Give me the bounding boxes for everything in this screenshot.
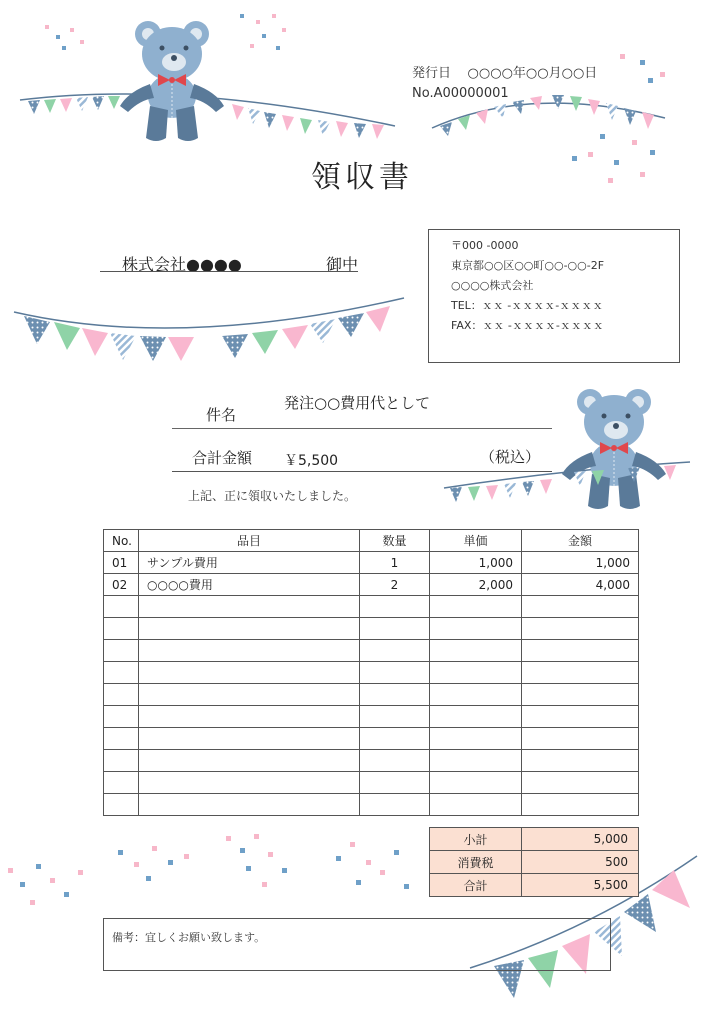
remarks-text: 宜しくお願い致します。 (145, 931, 266, 944)
subtotal-label: 小計 (430, 828, 522, 851)
row-item: サンプル費用 (139, 552, 360, 574)
issuer-fax: FAX：ｘｘ -ｘｘｘｘ-ｘｘｘｘ (451, 319, 604, 332)
table-row-empty (104, 772, 639, 794)
table-row-empty (104, 794, 639, 816)
issue-date-label: 発行日 (412, 66, 452, 81)
table-row-empty (104, 750, 639, 772)
bunting-icon (574, 465, 676, 486)
teddy-bear-icon (562, 389, 666, 509)
remarks-box (103, 918, 611, 971)
subject-value: 発注○○費用代として (284, 394, 431, 412)
header-no: No. (104, 530, 139, 552)
document-number: No.A00000001 (412, 86, 509, 101)
remarks-label: 備考： (112, 931, 145, 944)
bunting-icon (432, 95, 665, 136)
subtotal-row (430, 828, 639, 851)
table-row (104, 574, 639, 596)
items-table (103, 529, 639, 816)
row-qty: 1 (360, 552, 430, 574)
tax-label: 消費税 (430, 851, 522, 874)
total-amount-value: ￥5,500 (284, 453, 339, 469)
table-row-empty (104, 640, 639, 662)
confetti-icon (8, 834, 409, 905)
issuer-address: 東京都○○区○○町○○-○○-2F (451, 259, 605, 272)
table-row-empty (104, 684, 639, 706)
row-no: 01 (104, 552, 139, 574)
row-no: 02 (104, 574, 139, 596)
table-row (104, 552, 639, 574)
recipient-underline (100, 271, 358, 272)
table-header-row (104, 530, 639, 552)
table-row-empty (104, 706, 639, 728)
header-item: 品目 (139, 530, 360, 552)
header-price: 単価 (430, 530, 522, 552)
tax-row (430, 851, 639, 874)
issuer-company: ○○○○株式会社 (451, 279, 534, 292)
row-amount: 4,000 (522, 574, 639, 596)
teddy-bear-icon (120, 21, 224, 141)
issue-date-value: ○○○○年○○月○○日 (467, 66, 598, 81)
bunting-icon (444, 462, 690, 502)
issuer-tel: TEL：ｘｘ -ｘｘｘｘ-ｘｘｘｘ (451, 299, 604, 312)
total-amount-label: 合計金額 (192, 449, 253, 467)
row-price: 1,000 (430, 552, 522, 574)
subject-underline (172, 428, 552, 429)
table-row-empty (104, 728, 639, 750)
bunting-icon (14, 298, 404, 361)
header-amount: 金額 (522, 530, 639, 552)
row-amount: 1,000 (522, 552, 639, 574)
issue-date (412, 62, 597, 81)
recipient-name: 株式会社●●●● (122, 255, 242, 274)
bunting-icon (20, 94, 395, 139)
table-row-empty (104, 618, 639, 640)
tax-included-note: （税込） (480, 448, 541, 466)
summary-table (429, 827, 639, 897)
header-qty: 数量 (360, 530, 430, 552)
issuer-postal: 〒000 -0000 (451, 239, 519, 252)
row-price: 2,000 (430, 574, 522, 596)
grand-total-label: 合計 (430, 874, 522, 897)
page-title: 領収書 (311, 160, 413, 195)
table-row-empty (104, 596, 639, 618)
row-item: ○○○○費用 (139, 574, 360, 596)
grand-total-value: 5,500 (522, 874, 639, 897)
recipient-suffix: 御中 (326, 255, 359, 274)
tax-value: 500 (522, 851, 639, 874)
grand-total-row (430, 874, 639, 897)
subtotal-value: 5,000 (522, 828, 639, 851)
subject-label: 件名 (206, 406, 237, 424)
receipt-statement: 上記、正に領収いたしました。 (188, 489, 357, 503)
row-qty: 2 (360, 574, 430, 596)
total-underline (172, 471, 552, 472)
table-row-empty (104, 662, 639, 684)
issuer-info-box (428, 229, 680, 363)
